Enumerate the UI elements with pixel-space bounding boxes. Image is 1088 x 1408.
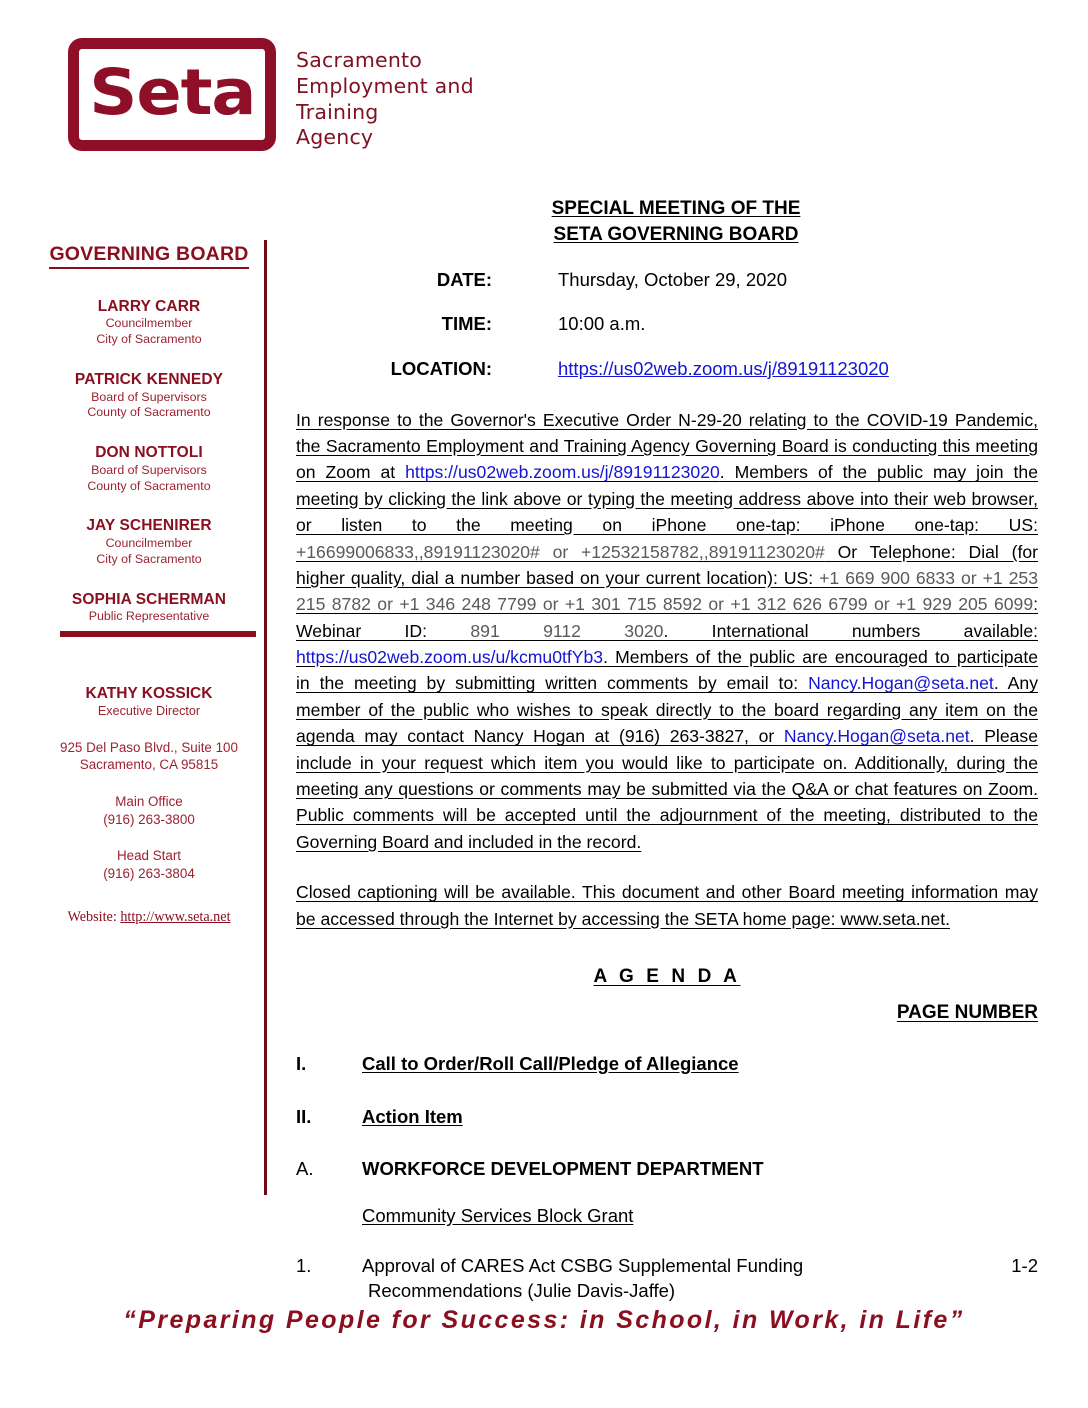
board-member-name: PATRICK KENNEDY	[74, 371, 224, 389]
board-member-role-1: Public Representative	[88, 608, 210, 623]
agenda-subheading-spacer	[296, 1204, 362, 1229]
seta-wordmark: Seta	[88, 56, 256, 129]
board-member-name: LARRY CARR	[97, 298, 201, 315]
board-member-name: DON NOTTOLI	[95, 444, 203, 462]
page-title-line-1: SPECIAL MEETING OF THE	[551, 198, 801, 219]
agenda-row-i	[296, 1052, 1038, 1077]
date-label: DATE:	[436, 269, 492, 291]
agenda-marker-a: A.	[296, 1158, 314, 1180]
board-member	[34, 370, 264, 421]
page-title	[314, 196, 1038, 248]
agenda-item-1-title: Approval of CARES Act CSBG Supplemental Funding	[362, 1255, 804, 1277]
agenda-subheading-row	[296, 1204, 1038, 1229]
agency-name-line-3: Training	[296, 99, 379, 124]
head-start-block	[34, 847, 264, 882]
contact-email-link-2[interactable]: Nancy.Hogan@seta.net	[783, 726, 970, 747]
board-member-role-2: City of Sacramento	[96, 332, 202, 347]
website-line	[34, 909, 264, 926]
seta-logo-mark	[68, 38, 276, 151]
notice-segment-7: . Any member of the public who wishes to speak directly to the board regarding any item on the agenda may contact Nancy Hogan at (916) 263-3827, or	[296, 673, 1039, 747]
address-block	[34, 739, 264, 774]
board-member-name: SOPHIA SCHERMAN	[71, 590, 227, 608]
board-member-role-2: County of Sacramento	[87, 478, 211, 493]
page-number-heading-wrap	[296, 1002, 1038, 1024]
sidebar-vertical-divider	[264, 240, 267, 1195]
covid-notice-paragraph	[296, 407, 1038, 856]
address-line-1: 925 Del Paso Blvd., Suite 100	[60, 739, 238, 755]
website-url-link[interactable]: http://www.seta.net	[120, 908, 231, 925]
agenda-item-1-title-line-2: Recommendations (Julie Davis-Jaffe)	[368, 1279, 676, 1301]
location-value-wrap	[492, 357, 889, 381]
board-member-role-1: Councilmember	[105, 535, 193, 550]
agenda-heading-wrap	[296, 966, 1038, 988]
one-tap-phone-numbers: +16699006833,,89191123020# or +12532158782,,89191123020#	[296, 541, 825, 562]
notice-segment-6: . Members of the public are encouraged to participate in the meeting by submitting written comments by email to:	[296, 647, 1038, 694]
captioning-paragraph: Closed captioning will be available. This document and other Board meeting information may be accessed through the Internet by accessing the SETA home page: www.seta.net.	[296, 882, 1038, 929]
location-row	[296, 357, 1038, 381]
board-member-role-2: City of Sacramento	[96, 551, 202, 566]
executive-director-name: KATHY KOSSICK	[85, 685, 213, 702]
sidebar-divider-rule	[60, 631, 256, 637]
executive-director-title: Executive Director	[97, 704, 201, 719]
sidebar-governing-board	[34, 243, 264, 625]
agenda-label-a: WORKFORCE DEVELOPMENT DEPARTMENT	[362, 1158, 764, 1180]
organization-logo	[68, 38, 474, 151]
time-label: TIME:	[441, 313, 492, 335]
footer-tagline: “Preparing People for Success: in School, in Work, in Life”	[123, 1306, 965, 1334]
agency-name-block	[296, 48, 474, 151]
agenda-subheading-wrap	[362, 1204, 1038, 1229]
sidebar-contact-block	[34, 684, 264, 926]
international-numbers-link[interactable]: https://us02web.zoom.us/u/kcmu0tfYb3	[296, 647, 604, 668]
notice-segment-8: . Please include in your request which item you would like to participate on. Additionally, during the meeting any questions or comments may be submitted via the Q&A or chat features on Zoom. Public comments will be accepted until the adjournment of the meeting, distributed to the Governing Board and included in the record.	[296, 726, 1038, 852]
address-line-2: Sacramento, CA 95815	[79, 757, 219, 773]
agenda-item-1-line-1	[362, 1254, 1038, 1279]
main-office-phone: (916) 263-3800	[103, 811, 195, 827]
webinar-id: 891 9112 3020	[470, 620, 664, 641]
notice-segment-5: . International numbers available:	[663, 620, 1039, 641]
agenda-row-a	[296, 1157, 1038, 1182]
agency-name-line-2: Employment and	[296, 73, 474, 98]
sidebar-heading: GOVERNING BOARD	[49, 243, 248, 269]
board-member-role-1: Board of Supervisors	[91, 462, 207, 477]
board-member	[34, 590, 264, 625]
agenda-marker-i: I.	[296, 1053, 307, 1074]
location-label: LOCATION:	[390, 357, 492, 379]
board-member-name: JAY SCHENIRER	[86, 517, 212, 535]
sidebar-heading-wrap	[34, 243, 264, 269]
board-member-role-1: Councilmember	[105, 316, 193, 331]
zoom-meeting-link[interactable]: https://us02web.zoom.us/j/89191123020	[558, 357, 889, 379]
dial-in-phone-numbers: +1 669 900 6833 or +1 253 215 8782 or +1 346 248 7799 or +1 301 715 8592 or +1 312 626 6799 or +1 929 205 6099	[296, 567, 1038, 615]
notice-segment-2: . Members of the public may join the meeting by clicking the link above or typing the meeting address above into their web browser, or listen to the meeting on iPhone one-tap: iPhone one-tap: US:	[296, 462, 1038, 536]
notice-segment-3: Or Telephone: Dial (for higher quality, dial a number based on your current location): US:	[296, 541, 1038, 588]
head-start-phone: (916) 263-3804	[103, 866, 195, 882]
main-office-block	[34, 793, 264, 828]
zoom-meeting-inline-link[interactable]: https://us02web.zoom.us/j/89191123020	[405, 462, 720, 483]
agenda-marker-1: 1.	[296, 1255, 312, 1277]
agenda-row-item-1	[296, 1254, 1038, 1303]
agenda-item-1-body	[362, 1254, 1038, 1303]
time-row	[296, 312, 1038, 336]
page-number-heading: PAGE NUMBER	[896, 1002, 1038, 1023]
contact-email-link-1[interactable]: Nancy.Hogan@seta.net	[808, 673, 994, 694]
agency-name-line-1: Sacramento	[296, 48, 422, 72]
agenda-subheading: Community Services Block Grant	[362, 1204, 634, 1226]
agenda-heading: A G E N D A	[593, 966, 741, 987]
board-member-role-2: County of Sacramento	[87, 405, 211, 420]
board-member	[34, 443, 264, 494]
agenda-label-i: Call to Order/Roll Call/Pledge of Allegiance	[362, 1053, 739, 1074]
agency-name-line-4: Agency	[296, 125, 374, 150]
main-content	[296, 196, 1038, 1304]
main-office-label: Main Office	[115, 794, 183, 810]
agenda-item-1-page-number: 1-2	[1011, 1255, 1038, 1277]
head-start-label: Head Start	[116, 848, 181, 864]
agenda-marker-ii: II.	[296, 1105, 312, 1127]
website-label: Website:	[67, 908, 117, 925]
agenda-row-ii	[296, 1105, 1038, 1130]
page-title-line-2: SETA GOVERNING BOARD	[553, 224, 799, 246]
agenda-label-ii: Action Item	[362, 1105, 463, 1127]
time-value: 10:00 a.m.	[558, 313, 646, 335]
board-member	[34, 516, 264, 567]
board-member	[34, 297, 264, 348]
date-row	[296, 268, 1038, 292]
notice-segment-4: : Webinar ID:	[296, 594, 1038, 641]
notice-segment-1: In response to the Governor's Executive Order N-29-20 relating to the COVID-19 Pandemic, the Sacramento Employment and Training Agency Governing Board is conducting this meeting on Zoom at	[296, 409, 1038, 483]
board-member-role-1: Board of Supervisors	[91, 389, 207, 404]
date-value: Thursday, October 29, 2020	[558, 269, 787, 291]
